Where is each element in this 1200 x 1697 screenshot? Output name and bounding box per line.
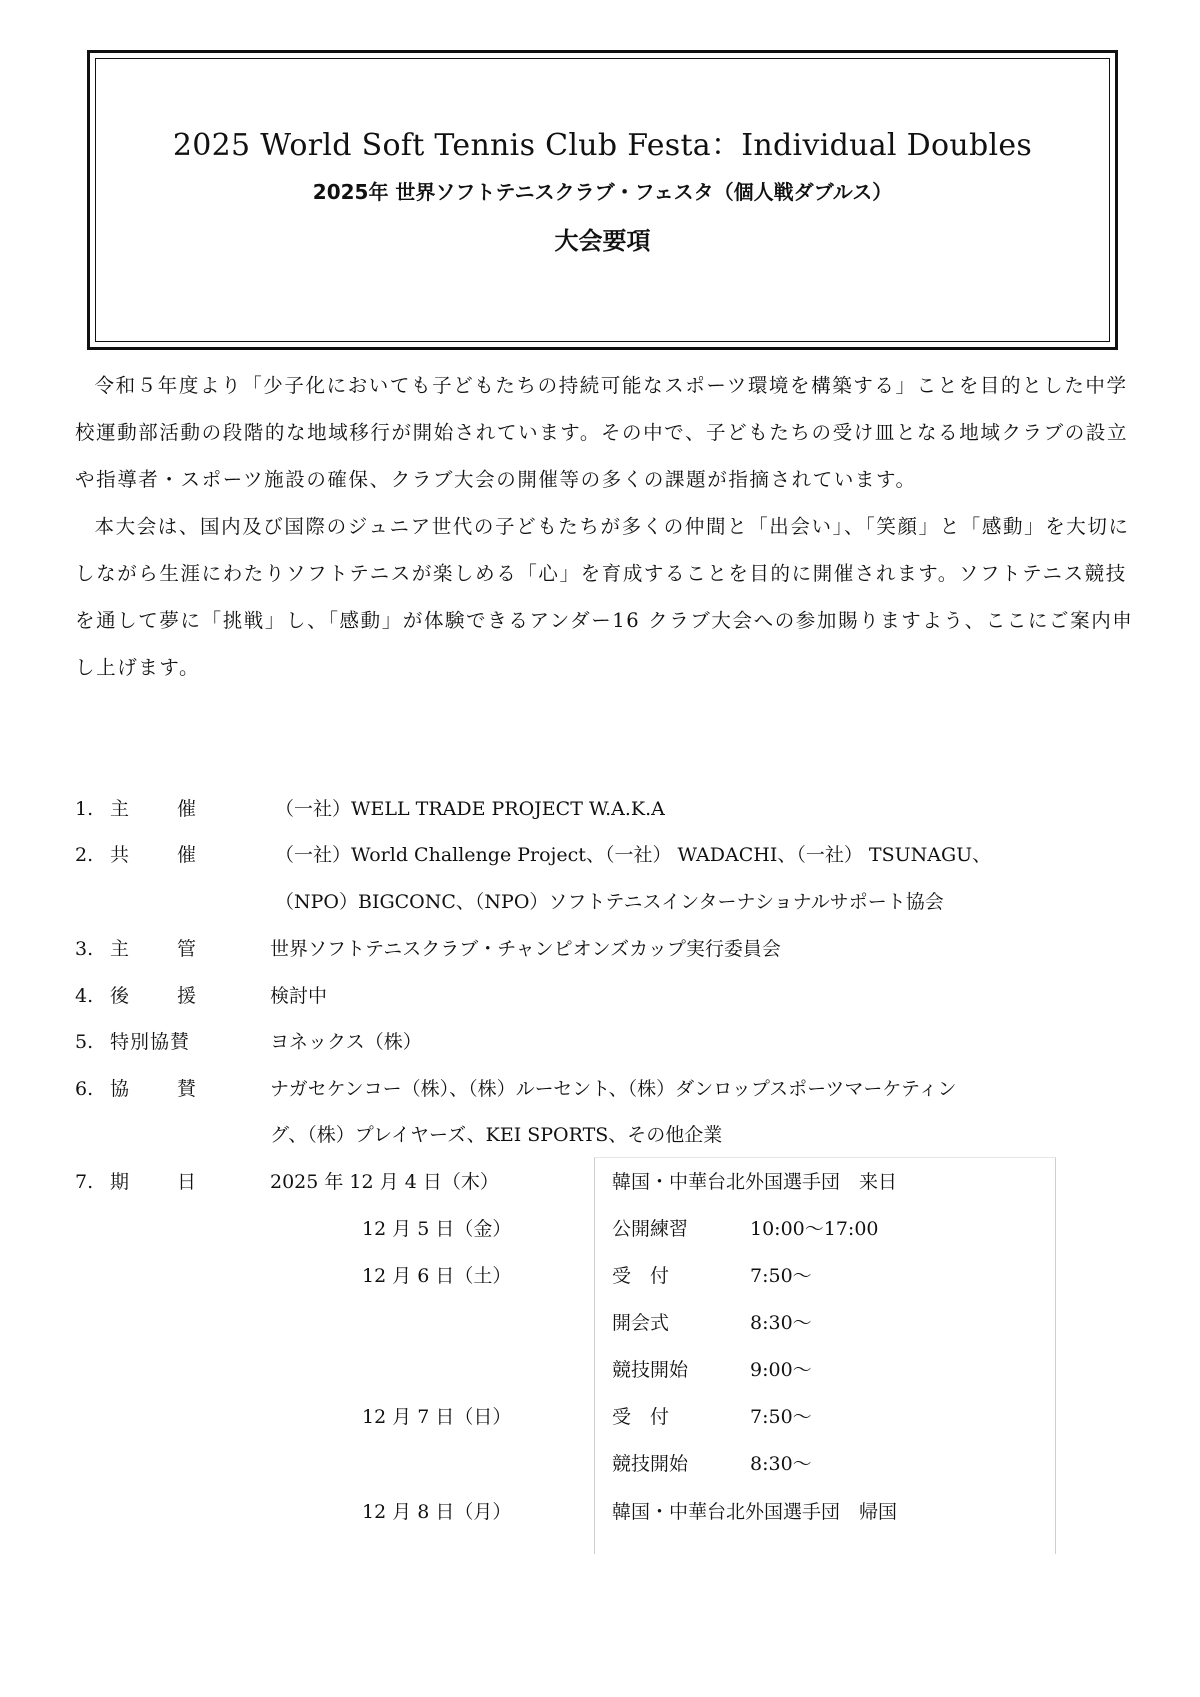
schedule-event: 公開練習: [612, 1218, 689, 1240]
schedule-time: 10:00～17:00: [750, 1218, 879, 1240]
item-1-number: 1.: [75, 798, 94, 820]
title-japanese: 2025年 世界ソフトテニスクラブ・フェスタ（個人戦ダブルス）: [312, 180, 893, 204]
schedule-event: 受 付: [612, 1406, 670, 1428]
item-5-value: ヨネックス（株）: [270, 1031, 422, 1053]
item-5-label: 特別協賛: [110, 1031, 191, 1053]
item-4-number: 4.: [75, 985, 94, 1007]
item-4-value: 検討中: [270, 985, 328, 1007]
item-4-label-a: 後: [110, 985, 130, 1007]
item-4-label: [110, 984, 202, 1008]
item-3-label-a: 主: [110, 938, 130, 960]
item-7-label-a: 期: [110, 1171, 130, 1193]
schedule-event: 韓国・中華台北外国選手団 帰国: [612, 1501, 898, 1523]
schedule-event: 韓国・中華台北外国選手団 来日: [612, 1171, 898, 1193]
item-6-label-a: 協: [110, 1078, 130, 1100]
schedule-time: 9:00～: [750, 1359, 812, 1381]
title-english: 2025 World Soft Tennis Club Festa：Individual Doubles: [172, 128, 1033, 163]
intro-paragraph-1: 令和５年度より「少子化においても子どもたちの持続可能なスポーツ環境を構築する」ことを目的とした中学校運動部活動の段階的な地域移行が開始されています。その中で、子どもたちの受け皿となる地域クラブの設立や指導者・スポーツ施設の確保、クラブ大会の開催等の多くの課題が指摘されています。: [75, 374, 1129, 491]
item-1-value: （一社）WELL TRADE PROJECT W.A.K.A: [275, 798, 665, 820]
item-3-label: [110, 937, 202, 961]
item-3-value: 世界ソフトテニスクラブ・チャンピオンズカップ実行委員会: [270, 938, 781, 960]
item-2-value: （一社）World Challenge Project、（一社） WADACHI、（一社） TSUNAGU、: [275, 844, 992, 866]
schedule-event: 競技開始: [612, 1453, 689, 1475]
intro-text: [75, 362, 1135, 691]
item-4-label-b: 援: [177, 985, 197, 1007]
item-3-label-b: 管: [177, 938, 197, 960]
schedule-date-dec-6: 12 月 6 日（土）: [362, 1265, 512, 1287]
item-6-label: [110, 1077, 202, 1101]
schedule-event: 開会式: [612, 1312, 670, 1334]
item-1-label: [110, 797, 202, 821]
item-1-label-a: 主: [110, 798, 130, 820]
schedule-time: 8:30～: [750, 1453, 812, 1475]
item-2-label-a: 共: [110, 844, 130, 866]
item-1-label-b: 催: [177, 798, 197, 820]
schedule-date-dec-7: 12 月 7 日（日）: [362, 1406, 512, 1428]
document-subtitle: 大会要項: [554, 227, 651, 255]
item-7-label: [110, 1170, 202, 1194]
item-6-value-continued: グ、（株）プレイヤーズ、KEI SPORTS、その他企業: [270, 1124, 723, 1146]
title-frame: [87, 50, 1118, 350]
schedule-event: 競技開始: [612, 1359, 689, 1381]
item-7-number: 7.: [75, 1171, 94, 1193]
schedule-date-dec-4: 2025 年 12 月 4 日（木）: [270, 1171, 499, 1193]
item-6-label-b: 賛: [177, 1078, 197, 1100]
schedule-time: 8:30～: [750, 1312, 812, 1334]
item-6-number: 6.: [75, 1078, 94, 1100]
schedule-date-dec-5: 12 月 5 日（金）: [362, 1218, 512, 1240]
schedule-time: 7:50～: [750, 1406, 812, 1428]
item-5-number: 5.: [75, 1031, 94, 1053]
item-3-number: 3.: [75, 938, 94, 960]
item-7-label-b: 日: [177, 1171, 197, 1193]
schedule-time: 7:50～: [750, 1265, 812, 1287]
item-2-number: 2.: [75, 844, 94, 866]
intro-paragraph-2: 本大会は、国内及び国際のジュニア世代の子どもたちが多くの仲間と「出会い」、「笑顔」と「感動」を大切にしながら生涯にわたりソフトテニスが楽しめる「心」を育成することを目的に開催されます。ソフトテニス競技を通して夢に「挑戦」し、「感動」が体験できるアンダー16 クラブ大会への参加賜りますよう、ここにご案内申し上げます。: [75, 515, 1134, 679]
item-2-label-b: 催: [177, 844, 197, 866]
item-2-value-continued: （NPO）BIGCONC、（NPO）ソフトテニスインターナショナルサポート協会: [275, 891, 944, 913]
item-2-label: [110, 843, 202, 867]
schedule-date-dec-8: 12 月 8 日（月）: [362, 1501, 512, 1523]
item-6-value: ナガセケンコー（株）、（株）ルーセント、（株）ダンロップスポーツマーケティン: [270, 1078, 957, 1100]
schedule-event: 受 付: [612, 1265, 670, 1287]
